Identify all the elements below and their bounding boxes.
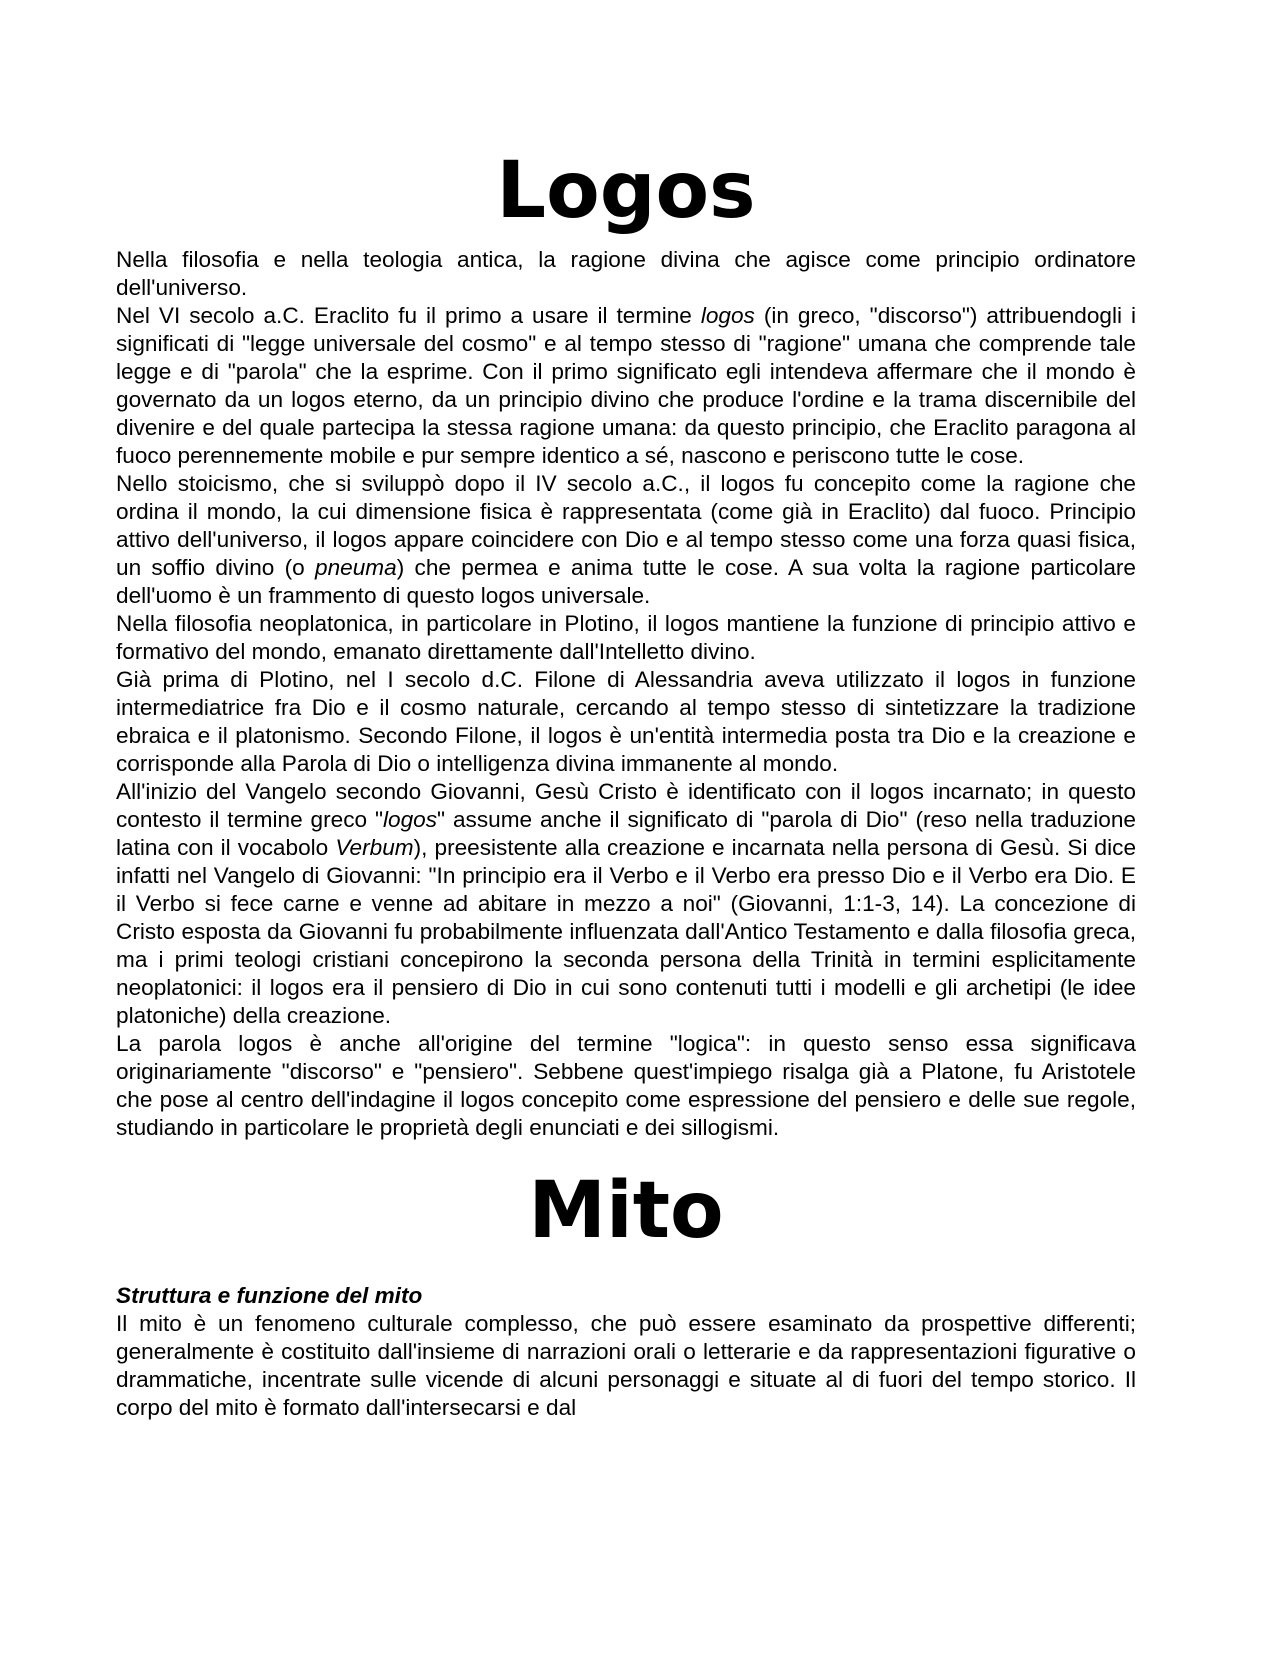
text-run: ) che permea e anima tutte le cose. A sua volta la ragione particolare dell'uomo è un frammento di questo logos universale. <box>116 555 1136 608</box>
text-run: (in greco, "discorso") attribuendogli i significati di "legge universale del cosmo" e al tempo stesso di "ragione" umana che comprende tale legge e di "parola" che la esprime. Con il primo significato egli intendeva affermare che il mondo è governato da un logos eterno, da un principio divino che produce l'ordine e la trama discernibile del divenire e del quale partecipa la stessa ragione umana: da questo principio, che Eraclito paragona al fuoco perennemente mobile e pur sempre identico a sé, nascono e periscono tutte le cose. <box>116 303 1137 468</box>
paragraph: Il mito è un fenomeno culturale complesso, che può essere esaminato da prospettive differenti; generalmente è costituito dall'insieme di narrazioni orali o letterarie e da rappresentazioni figurative o drammatiche, incentrate sulle vicende di alcuni personaggi e situate al di fuori del tempo storico. Il corpo del mito è formato dall'intersecarsi e dal <box>116 1311 1136 1420</box>
document-page <box>116 0 1136 1422</box>
paragraph <box>116 302 1136 470</box>
paragraph: Già prima di Plotino, nel I secolo d.C. Filone di Alessandria aveva utilizzato il logos in funzione intermediatrice fra Dio e il cosmo naturale, cercando al tempo stesso di sintetizzare la tradizione ebraica e il platonismo. Secondo Filone, il logos è un'entità intermedia posta tra Dio e la creazione e corrisponde alla Parola di Dio o intelligenza divina immanente al mondo. <box>116 667 1136 776</box>
text-run: Nello stoicismo, che si sviluppò dopo il IV secolo a.C., il logos fu concepito come la ragione che ordina il mondo, la cui dimensione fisica è rappresentata (come già in Eraclito) dal fuoco. Principio attivo dell'universo, il logos appare coincidere con Dio e al tempo stesso come una forza quasi fisica, un soffio divino (o <box>116 471 1136 580</box>
italic-term: pneuma <box>315 555 397 580</box>
text-run: All'inizio del Vangelo secondo Giovanni, Gesù Cristo è identificato con il logos incarnato; in questo contesto il termine greco " <box>116 779 1136 832</box>
italic-term: logos <box>383 807 438 832</box>
subheading: Struttura e funzione del mito <box>116 1283 423 1308</box>
section-title-logos: Logos <box>496 146 756 236</box>
text-run: ), preesistente alla creazione e incarnata nella persona di Gesù. Si dice infatti nel Vangelo di Giovanni: "In principio era il Verbo e il Verbo era presso Dio e il Verbo era Dio. E il Verbo si fece carne e venne ad abitare in mezzo a noi" (Giovanni, 1:1-3, 14). La concezione di Cristo esposta da Giovanni fu probabilmente influenzata dall'Antico Testamento e dalla filosofia greca, ma i primi teologi cristiani concepirono la seconda persona della Trinità in termini esplicitamente neoplatonici: il logos era il pensiero di Dio in cui sono contenuti tutti i modelli e gli archetipi (le idee platoniche) della creazione. <box>116 835 1137 1028</box>
paragraph: Nella filosofia neoplatonica, in particolare in Plotino, il logos mantiene la funzione di principio attivo e formativo del mondo, emanato direttamente dall'Intelletto divino. <box>116 611 1136 664</box>
text-run: " assume anche il significato di "parola di Dio" (reso nella traduzione latina con il vocabolo <box>116 807 1137 860</box>
section-title-mito: Mito <box>528 1166 724 1256</box>
paragraph <box>116 778 1136 1030</box>
paragraph: La parola logos è anche all'origine del termine "logica": in questo senso essa significava originariamente "discorso" e "pensiero". Sebbene quest'impiego risalga già a Platone, fu Aristotele che pose al centro dell'indagine il logos concepito come espressione del pensiero e delle sue regole, studiando in particolare le proprietà degli enunciati e dei sillogismi. <box>116 1031 1136 1140</box>
paragraph <box>116 470 1136 610</box>
italic-term: logos <box>700 303 755 328</box>
italic-term: Verbum <box>335 835 414 860</box>
text-run: Nel VI secolo a.C. Eraclito fu il primo a usare il termine <box>116 303 701 328</box>
paragraph: Nella filosofia e nella teologia antica, la ragione divina che agisce come principio ordinatore dell'universo. <box>116 247 1136 300</box>
